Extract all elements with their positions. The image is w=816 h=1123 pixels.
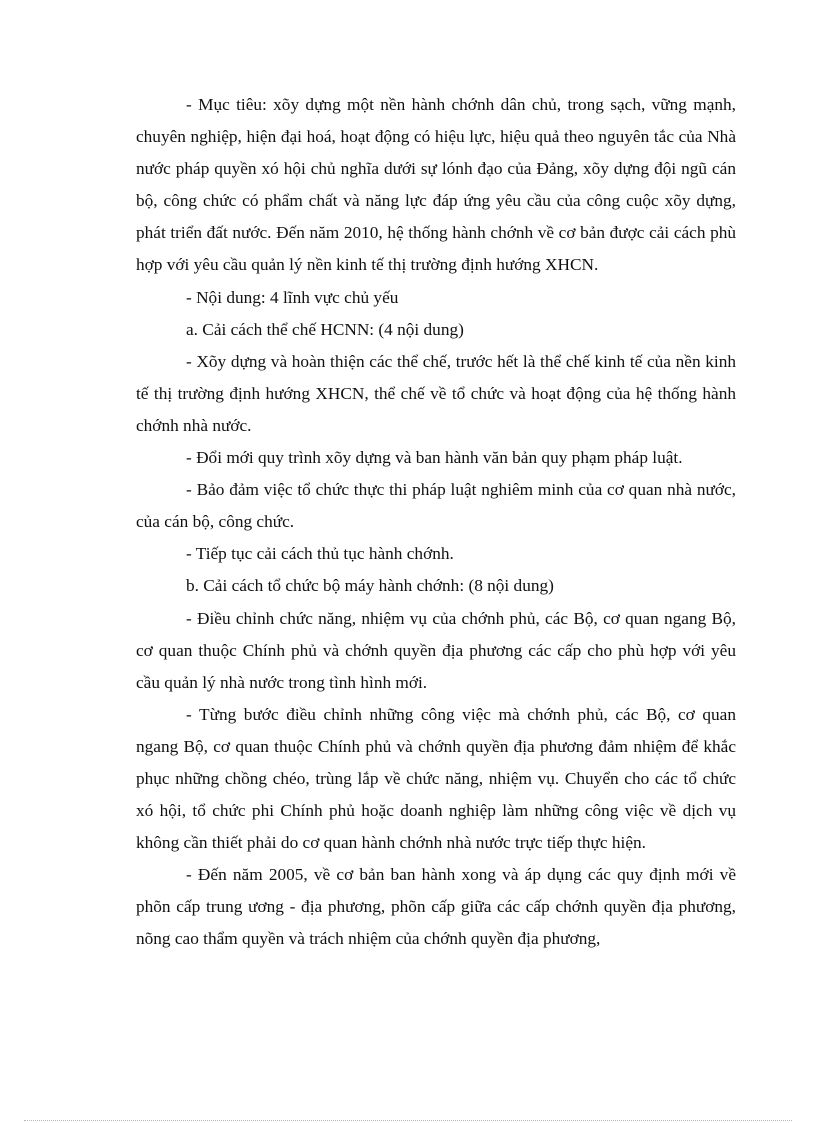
page-bottom-divider [24, 1120, 792, 1121]
paragraph-xay-dung-the-che: - Xõy dựng và hoàn thiện các thể chế, trước hết là thể chế kinh tế của nền kinh tế thị trường định hướng XHCN, thể chế về tổ chức và hoạt động của hệ thống hành chớnh nhà nước. [136, 351, 736, 435]
paragraph-thu-tuc-hanh-chinh: - Tiếp tục cải cách thủ tục hành chớnh. [186, 544, 454, 564]
paragraph-muc-tieu: - Mục tiêu: xõy dựng một nền hành chớnh dân chủ, trong sạch, vững mạnh, chuyên nghiệp, hiện đại hoá, hoạt động có hiệu lực, hiệu quả theo nguyên tắc của Nhà nước pháp quyền xó hội chủ nghĩa dưới sự lónh đạo của Đảng, xõy dựng đội ngũ cán bộ, công chức có phẩm chất và năng lực đáp ứng yêu cầu của công cuộc xõy dựng, phát triển đất nước. Đến năm 2010, hệ thống hành chớnh về cơ bản được cải cách phù hợp với yêu cầu quản lý nền kinh tế thị trường định hướng XHCN. [136, 95, 736, 275]
paragraph-bao-dam-thuc-thi: - Bảo đảm việc tổ chức thực thi pháp luật nghiêm minh của cơ quan nhà nước, của cán bộ, công chức. [136, 480, 736, 532]
heading-b-cai-cach-to-chuc: b. Cải cách tổ chức bộ máy hành chớnh: (8 nội dung) [186, 576, 554, 596]
heading-a-cai-cach-the-che: a. Cải cách thể chế HCNN: (4 nội dung) [186, 319, 464, 339]
paragraph-tung-buoc-dieu-chinh: - Từng bước điều chỉnh những công việc mà chớnh phủ, các Bộ, cơ quan ngang Bộ, cơ quan thuộc Chính phủ và chớnh quyền địa phương đảm nhiệm để khắc phục những chồng chéo, trùng lắp về chức năng, nhiệm vụ. Chuyển cho các tổ chức xó hội, tổ chức phi Chính phủ hoặc doanh nghiệp làm những công việc về dịch vụ không cần thiết phải do cơ quan hành chớnh nhà nước trực tiếp thực hiện. [136, 704, 736, 853]
document-body [136, 89, 736, 956]
paragraph-dieu-chinh-chuc-nang: - Điều chỉnh chức năng, nhiệm vụ của chớnh phủ, các Bộ, cơ quan ngang Bộ, cơ quan thuộc Chính phủ và chớnh quyền địa phương các cấp cho phù hợp với yêu cầu quản lý nhà nước trong tình hình mới. [136, 608, 736, 692]
paragraph-noi-dung: - Nội dung: 4 lĩnh vực chủ yếu [186, 287, 399, 307]
paragraph-doi-moi-quy-trinh: - Đổi mới quy trình xõy dựng và ban hành văn bản quy phạm pháp luật. [186, 448, 683, 468]
paragraph-den-nam-2005: - Đến năm 2005, về cơ bản ban hành xong và áp dụng các quy định mới về phõn cấp trung ương - địa phương, phõn cấp giữa các cấp chớnh quyền địa phương, nõng cao thẩm quyền và trách nhiệm của chớnh quyền địa phương, [136, 865, 736, 949]
